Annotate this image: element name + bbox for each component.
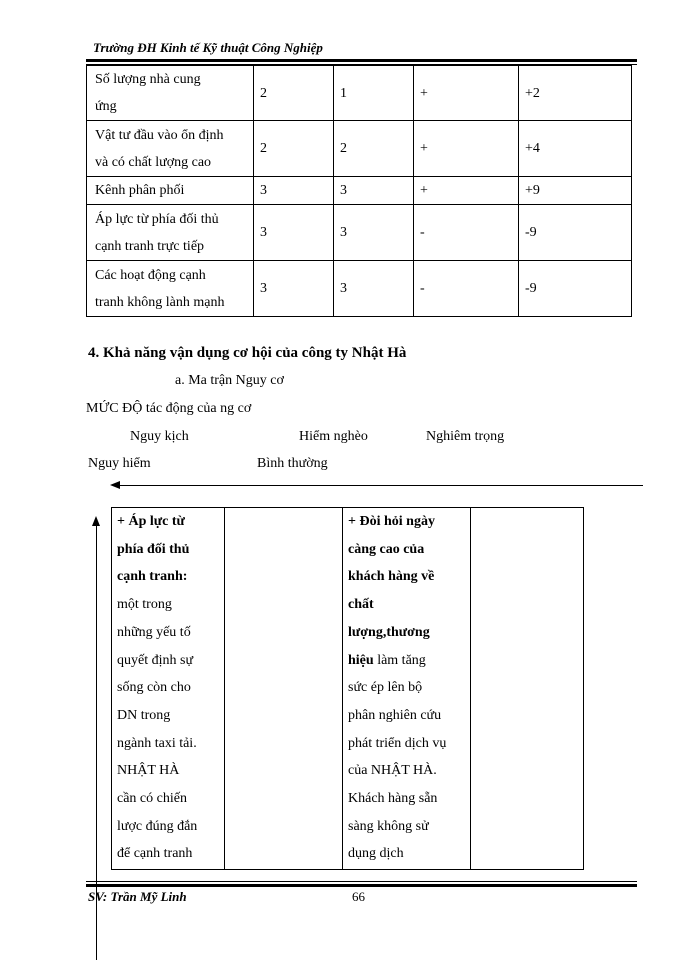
table-row — [87, 121, 632, 177]
score-cell: 2 — [334, 121, 414, 177]
cell-line: cần có chiến — [117, 791, 187, 807]
factor-cell: Các hoạt động cạnh tranh không lành mạnh — [87, 261, 254, 317]
matrix-cell-empty — [471, 508, 584, 870]
cell-line: càng cao của — [348, 541, 425, 557]
label-nguy-kich: Nguy kịch — [130, 429, 189, 444]
label-nguy-hiem: Nguy hiểm — [88, 456, 151, 471]
header-rule-thick — [86, 59, 637, 62]
score-cell: 3 — [334, 205, 414, 261]
score-cell: 3 — [254, 177, 334, 205]
cell-line: sàng không sử — [348, 818, 429, 834]
header-school-name: Trường ĐH Kinh tế Kỹ thuật Công Nghiệp — [93, 40, 323, 55]
total-cell: -9 — [519, 261, 632, 317]
cell-line: phía đối thủ — [117, 541, 190, 557]
total-cell: +9 — [519, 177, 632, 205]
cell-line: phân nghiên cứu — [348, 707, 442, 723]
score-cell: 1 — [334, 66, 414, 121]
matrix-cell-empty — [225, 508, 343, 870]
factor-cell: Vật tư đầu vào ổn định và có chất lượng cao — [87, 121, 254, 177]
score-cell: 3 — [334, 261, 414, 317]
label-hiem-ngheo: Hiểm nghèo — [299, 429, 368, 444]
cell-line: sức ép lên bộ — [348, 680, 423, 696]
footer-student-name: SV: Trần Mỹ Linh — [88, 889, 187, 904]
score-cell: 3 — [334, 177, 414, 205]
factor-cell: Số lượng nhà cung ứng — [87, 66, 254, 121]
cell-line: chất — [348, 597, 374, 613]
table-row — [87, 205, 632, 261]
footer-rule-thick — [86, 884, 637, 887]
score-cell: 3 — [254, 261, 334, 317]
sign-cell: + — [414, 177, 519, 205]
label-binh-thuong: Bình thường — [257, 456, 328, 471]
factor-cell: Kênh phân phối — [87, 177, 254, 205]
cell-line: dụng dịch — [348, 846, 404, 862]
cell-line: sống còn cho — [117, 680, 191, 696]
cell-line: + Áp lực từ — [117, 514, 185, 529]
cell-line-bold-part: hiệu — [348, 652, 374, 668]
matrix-cell-competitor-pressure — [112, 508, 225, 870]
sign-cell: + — [414, 121, 519, 177]
table-row — [87, 261, 632, 317]
cell-line: một trong — [117, 597, 172, 613]
cell-line: của NHẬT HÀ. — [348, 763, 437, 779]
footer-rule-thin — [86, 881, 637, 882]
matrix-row — [112, 508, 584, 870]
sub-title: a. Ma trận Nguy cơ — [175, 373, 284, 388]
total-cell: +4 — [519, 121, 632, 177]
sign-cell: - — [414, 205, 519, 261]
threat-matrix — [111, 507, 584, 870]
factor-cell: Áp lực từ phía đối thủ cạnh tranh trực tiếp — [87, 205, 254, 261]
cell-line: lượng,thương — [348, 624, 430, 640]
cell-line: ngành taxi tải. — [117, 735, 197, 751]
cell-line: DN trong — [117, 707, 171, 723]
cell-line: phát triển dịch vụ — [348, 735, 447, 751]
cell-line: + Đòi hỏi ngày — [348, 514, 435, 529]
section-title: 4. Khả năng vận dụng cơ hội của công ty Nhật Hà — [88, 345, 407, 361]
cell-line: Khách hàng sẵn — [348, 791, 438, 807]
score-cell: 2 — [254, 121, 334, 177]
horizontal-axis-line — [118, 485, 643, 486]
page-number: 66 — [352, 889, 365, 904]
total-cell: -9 — [519, 205, 632, 261]
cell-line-rest: làm tăng — [373, 652, 426, 668]
cell-line: khách hàng về — [348, 569, 435, 585]
cell-line: quyết định sự — [117, 652, 194, 668]
sign-cell: + — [414, 66, 519, 121]
impact-level-label: MỨC ĐỘ tác động của ng cơ — [86, 401, 252, 416]
factor-table — [86, 65, 632, 317]
label-nghiem-trong: Nghiêm trọng — [426, 429, 505, 444]
sign-cell: - — [414, 261, 519, 317]
cell-line: lược đúng đắn — [117, 818, 198, 834]
cell-line: để cạnh tranh — [117, 846, 193, 862]
score-cell: 3 — [254, 205, 334, 261]
cell-line: cạnh tranh: — [117, 569, 188, 585]
table-row — [87, 177, 632, 205]
total-cell: +2 — [519, 66, 632, 121]
matrix-cell-customer-demand — [343, 508, 471, 870]
score-cell: 2 — [254, 66, 334, 121]
cell-line: NHẬT HÀ — [117, 763, 180, 779]
cell-line: những yếu tố — [117, 624, 191, 640]
table-row — [87, 66, 632, 121]
